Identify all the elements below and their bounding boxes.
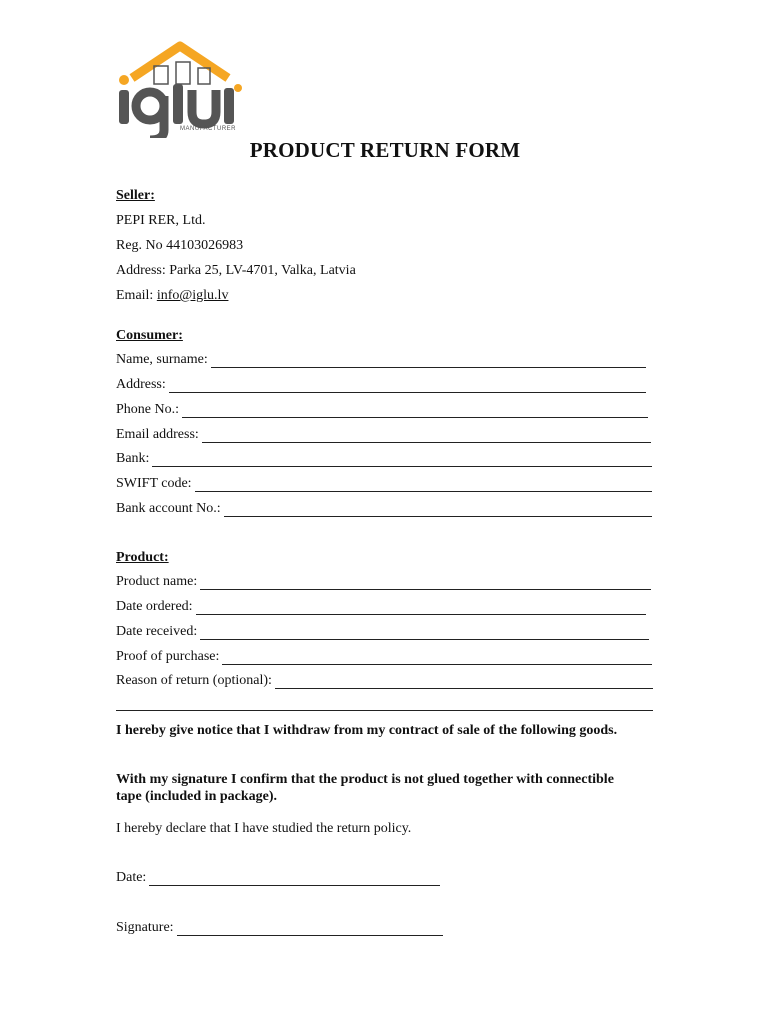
proof-of-purchase-input[interactable]	[222, 651, 652, 665]
name-surname-input[interactable]	[211, 354, 646, 368]
bank-account-input[interactable]	[224, 503, 652, 517]
field-label: Date:	[116, 870, 147, 885]
address-field[interactable]	[116, 377, 646, 393]
field-label: Phone No.:	[116, 402, 179, 417]
field-label: Date ordered:	[116, 599, 193, 614]
reason-of-return-extra-line[interactable]	[116, 709, 653, 711]
iglu-logo-icon	[110, 40, 250, 138]
company-logo	[110, 40, 250, 138]
email-address-field[interactable]	[116, 427, 651, 443]
field-label: Bank:	[116, 451, 150, 466]
swift-input[interactable]	[195, 478, 652, 492]
seller-email-label: Email:	[116, 288, 157, 303]
field-label: Product name:	[116, 574, 198, 589]
page-title: PRODUCT RETURN FORM	[249, 138, 521, 162]
date-field[interactable]	[116, 870, 440, 886]
seller-email	[116, 288, 228, 304]
field-label: Address:	[116, 377, 166, 392]
name-surname-field[interactable]	[116, 352, 646, 368]
product-name-input[interactable]	[200, 576, 651, 590]
date-input[interactable]	[149, 872, 440, 886]
product-name-field[interactable]	[116, 574, 651, 590]
field-label: Signature:	[116, 920, 174, 935]
field-label: Reason of return (optional):	[116, 673, 272, 688]
date-ordered-input[interactable]	[196, 601, 646, 615]
reason-of-return-field[interactable]	[116, 673, 653, 689]
consumer-heading: Consumer:	[116, 328, 183, 343]
signature-input[interactable]	[177, 922, 443, 936]
proof-of-purchase-field[interactable]	[116, 649, 652, 665]
date-ordered-field[interactable]	[116, 599, 646, 615]
field-label: Email address:	[116, 427, 199, 442]
seller-heading: Seller:	[116, 188, 155, 203]
address-input[interactable]	[169, 379, 646, 393]
logo-tagline: MANUFACTURER	[180, 126, 237, 132]
field-label: Name, surname:	[116, 352, 208, 367]
phone-input[interactable]	[182, 404, 648, 418]
field-label: Date received:	[116, 624, 198, 639]
field-label: Bank account No.:	[116, 501, 221, 516]
email-address-input[interactable]	[202, 429, 651, 443]
reason-of-return-input[interactable]	[275, 675, 653, 689]
date-received-field[interactable]	[116, 624, 649, 640]
field-label: Proof of purchase:	[116, 649, 220, 664]
bank-field[interactable]	[116, 451, 652, 467]
swift-field[interactable]	[116, 476, 652, 492]
phone-field[interactable]	[116, 402, 648, 418]
seller-email-link[interactable]: info@iglu.lv	[156, 288, 229, 303]
bank-input[interactable]	[152, 453, 652, 467]
seller-reg-no: Reg. No 44103026983	[116, 238, 244, 253]
field-label: SWIFT code:	[116, 476, 192, 491]
withdraw-notice: I hereby give notice that I withdraw from my contract of sale of the following goods.	[116, 723, 618, 738]
signature-field[interactable]	[116, 920, 443, 936]
date-received-input[interactable]	[200, 626, 649, 640]
bank-account-field[interactable]	[116, 501, 652, 517]
return-policy-declaration: I hereby declare that I have studied the return policy.	[116, 821, 412, 836]
seller-company: PEPI RER, Ltd.	[116, 213, 206, 228]
seller-address: Address: Parka 25, LV-4701, Valka, Latvia	[116, 263, 356, 278]
signature-confirmation: With my signature I confirm that the product is not glued together with connectible tape (included in package).	[116, 772, 614, 804]
product-heading: Product:	[116, 550, 169, 565]
